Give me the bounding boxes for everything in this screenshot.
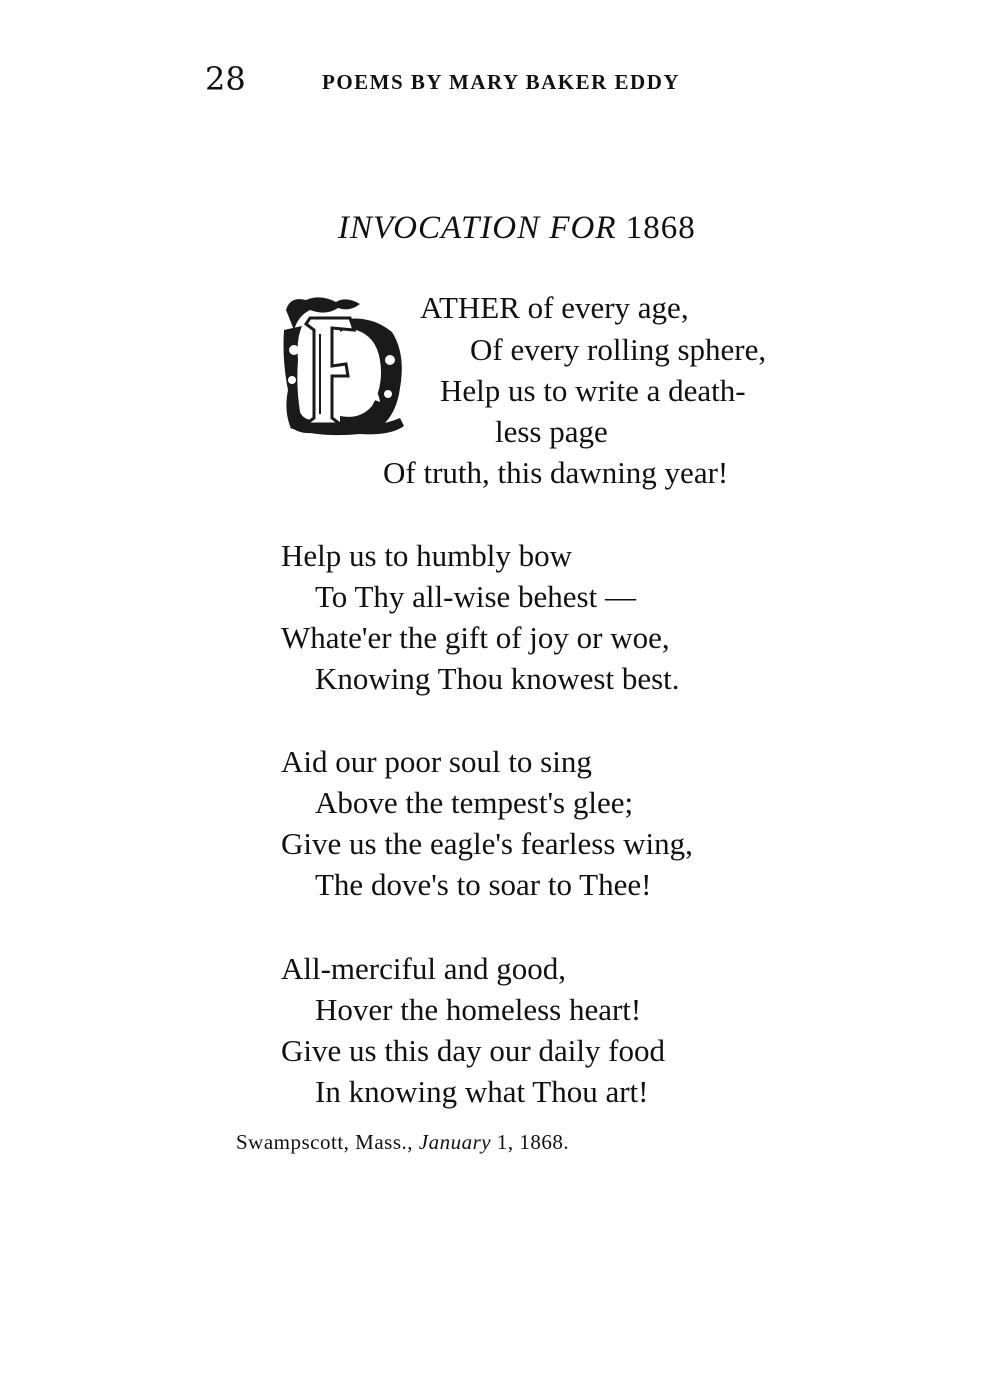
stanza1-line5: Of truth, this dawning year! xyxy=(383,455,729,490)
stanza2-line4: Knowing Thou knowest best. xyxy=(315,661,680,696)
signature-month: January xyxy=(418,1130,492,1154)
signature-place: Swampscott, Mass., xyxy=(236,1130,413,1154)
stanza4-line1: All-merciful and good, xyxy=(281,951,566,986)
signature-date: 1, 1868. xyxy=(496,1130,570,1154)
stanza1-line4: less page xyxy=(495,414,608,449)
running-head: POEMS BY MARY BAKER EDDY xyxy=(322,70,681,94)
page-number: 28 xyxy=(205,60,246,98)
stanza3-line2: Above the tempest's glee; xyxy=(315,785,634,820)
stanza1-line1: ATHER of every age, xyxy=(420,290,689,325)
stanza3-line4: The dove's to soar to Thee! xyxy=(315,867,652,902)
poem-title-year: 1868 xyxy=(625,210,696,246)
stanza2-line3: Whate'er the gift of joy or woe, xyxy=(281,620,670,655)
poem-title xyxy=(338,210,696,247)
ornamental-initial-f xyxy=(280,290,406,438)
stanza1-line2: Of every rolling sphere, xyxy=(470,332,767,367)
poem-title-text: INVOCATION FOR xyxy=(338,210,617,246)
stanza2-line1: Help us to humbly bow xyxy=(281,538,573,573)
stanza3-line3: Give us the eagle's fearless wing, xyxy=(281,826,693,861)
signature-line xyxy=(236,1130,569,1155)
stanza2-line2: To Thy all-wise behest — xyxy=(315,579,636,614)
stanza4-line3: Give us this day our daily food xyxy=(281,1033,666,1068)
stanza3-line1: Aid our poor soul to sing xyxy=(281,744,592,779)
stanza4-line4: In knowing what Thou art! xyxy=(315,1074,649,1109)
stanza4-line2: Hover the homeless heart! xyxy=(315,992,642,1027)
stanza1-line3: Help us to write a death- xyxy=(440,373,746,408)
